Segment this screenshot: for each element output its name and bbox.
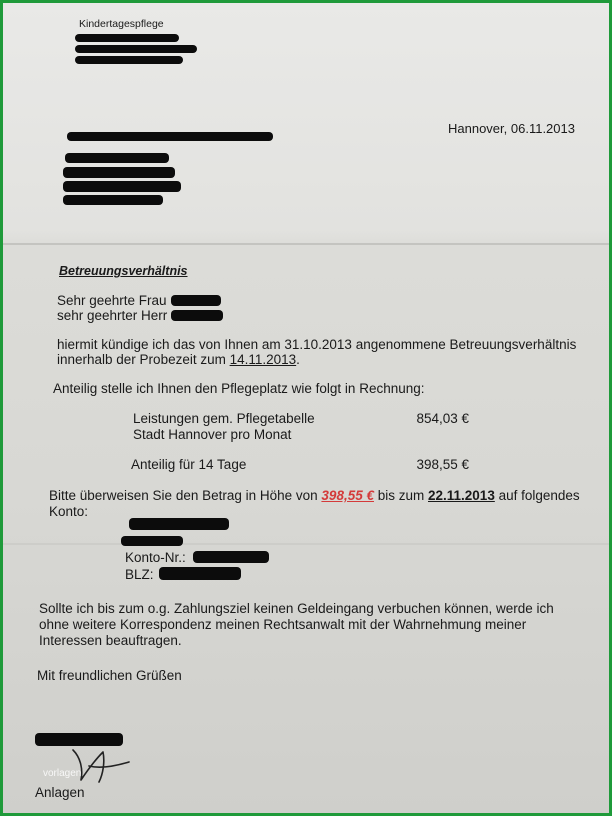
blz-label: BLZ: [125, 567, 154, 582]
place-date: Hannover, 06.11.2013 [448, 121, 575, 136]
item-amount: 398,55 € [416, 457, 469, 472]
payment-text: Bitte überweisen Sie den Betrag in Höhe von [49, 488, 322, 503]
sender-org: Kindertagespflege [79, 18, 164, 30]
payment-line-2: Konto: [49, 504, 89, 519]
warning-line-3: Interessen beauftragen. [39, 633, 182, 648]
billing-intro: Anteilig stelle ich Ihnen den Pflegeplatz wie folgt in Rechnung: [53, 381, 425, 396]
watermark-text: vorlagen [43, 768, 82, 779]
warning-line-1: Sollte ich bis zum o.g. Zahlungsziel keinen Geldeingang verbuchen können, werde ich [39, 601, 554, 616]
redacted-recipient-line [63, 195, 163, 205]
konto-label: Konto-Nr.: [125, 550, 186, 565]
salutation-line-1: Sehr geehrte Frau [57, 293, 167, 308]
termination-date: 14.11.2013 [229, 352, 297, 367]
payment-text: auf folgendes [494, 488, 580, 503]
redacted-sender-line [75, 34, 179, 42]
handwritten-signature [33, 738, 143, 788]
paper-fold-line [3, 243, 609, 245]
redacted-sender-line [75, 56, 183, 64]
redacted-name [171, 310, 223, 321]
item-label: Stadt Hannover pro Monat [133, 427, 292, 442]
redacted-account-holder [129, 518, 229, 530]
redacted-account-number [193, 551, 269, 563]
subject-line: Betreuungsverhältnis [59, 264, 188, 278]
intro-line-2 [57, 352, 300, 368]
item-label: Leistungen gem. Pflegetabelle [133, 411, 315, 426]
redacted-sender-line [75, 45, 197, 53]
item-amount: 854,03 € [416, 411, 469, 426]
payment-text: bis zum [373, 488, 428, 503]
closing: Mit freundlichen Grüßen [37, 668, 182, 683]
item-label: Anteilig für 14 Tage [131, 457, 247, 472]
payment-amount: 398,55 € [321, 488, 374, 503]
redacted-bank-name [121, 536, 183, 546]
redacted-name [171, 295, 221, 306]
intro-line-2-end: . [296, 352, 300, 367]
intro-line-1: hiermit kündige ich das von Ihnen am 31.10.2013 angenommene Betreuungsverhältnis [57, 337, 577, 352]
due-date: 22.11.2013 [428, 488, 495, 503]
enclosure-label: Anlagen [35, 785, 85, 800]
paper-fold-line [3, 543, 609, 545]
warning-line-2: ohne weitere Korrespondenz meinen Rechtsanwalt mit der Wahrnehmung meiner [39, 617, 527, 632]
letter-paper [3, 3, 609, 813]
payment-line-1 [49, 488, 580, 504]
redacted-recipient-line [65, 153, 169, 163]
redacted-bank-code [159, 567, 241, 580]
redacted-recipient-line [63, 167, 175, 178]
redacted-recipient-line [63, 181, 181, 192]
redacted-recipient-header [67, 132, 273, 141]
salutation-line-2: sehr geehrter Herr [57, 308, 168, 323]
intro-line-2-text: innerhalb der Probezeit zum [57, 352, 230, 367]
